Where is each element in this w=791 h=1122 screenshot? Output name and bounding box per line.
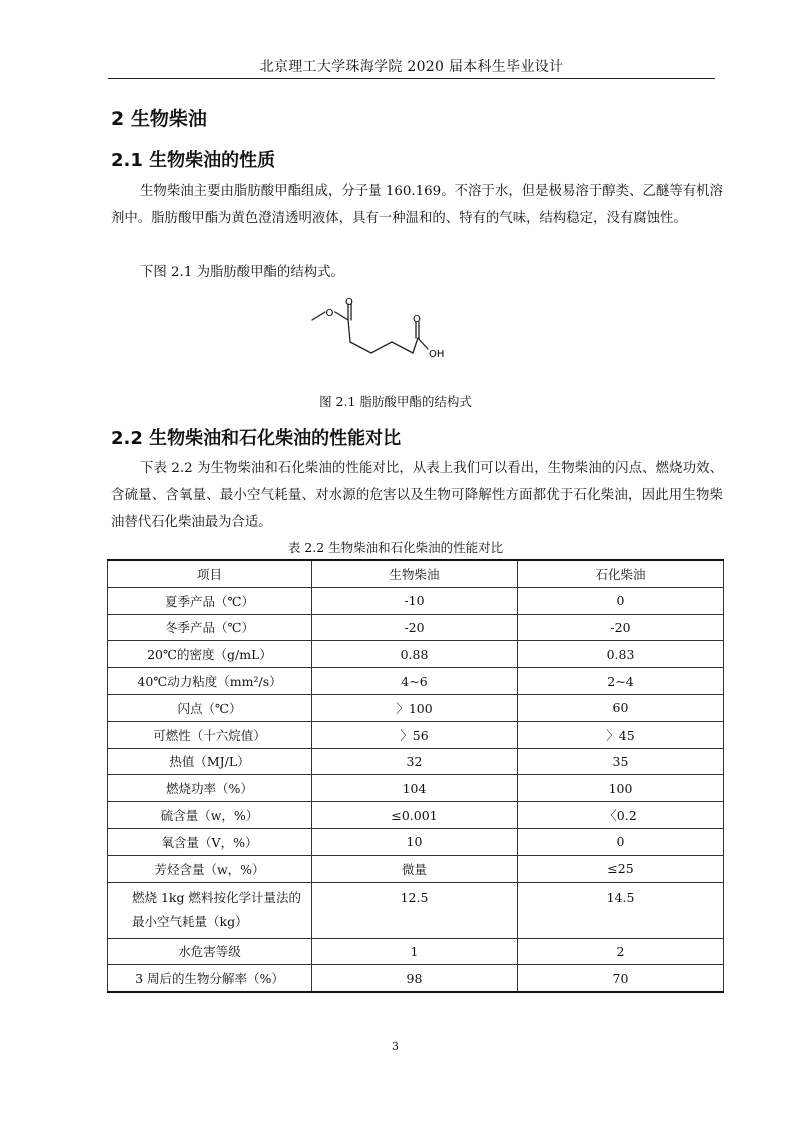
- paragraph-comparison: 下表 2.2 为生物柴油和石化柴油的性能对比，从表上我们可以看出，生物柴油的闪点、燃烧功效、含硫量、含氧量、最小空气耗量、对水源的危害以及生物可降解性方面都优于石化柴油，因此用生物柴油替代石化柴油最为合适。: [111, 461, 723, 530]
- table-row: [108, 641, 724, 668]
- table-cell: 3 周后的生物分解率（%）: [108, 965, 312, 992]
- table-row: [108, 965, 724, 992]
- table-cell: 〉45: [518, 721, 724, 748]
- table-cell: 夏季产品（℃）: [108, 587, 312, 614]
- table-cell: 14.5: [518, 882, 724, 938]
- table-row: [108, 587, 724, 614]
- bond-chain-3: [371, 342, 392, 353]
- table-cell: 98: [312, 965, 518, 992]
- table-cell: 20℃的密度（g/mL）: [108, 641, 312, 668]
- header-rule: [108, 78, 715, 79]
- table-cell: -20: [312, 614, 518, 641]
- table-cell: 2~4: [518, 668, 724, 695]
- table-row: [108, 775, 724, 802]
- table-cell: 0: [518, 587, 724, 614]
- table-cell: -10: [312, 587, 518, 614]
- bond-methyl: [312, 312, 325, 320]
- paragraph-figure-intro: 下图 2.1 为脂肪酸甲酯的结构式。: [140, 265, 344, 280]
- table-cell: 104: [312, 775, 518, 802]
- table-cell: 10: [312, 828, 518, 855]
- table-row: [108, 614, 724, 641]
- table-cell: 水危害等级: [108, 938, 312, 965]
- table-row: [108, 828, 724, 855]
- carbonyl-oxygen-label: O: [345, 298, 353, 308]
- bond-chain-4: [392, 342, 413, 353]
- table-cell: 40℃动力粘度（mm²/s）: [108, 668, 312, 695]
- bond-chain-5: [413, 338, 418, 353]
- table-row: [108, 694, 724, 721]
- page-number: 3: [392, 1040, 399, 1053]
- header-cell: 生物柴油: [312, 560, 518, 587]
- bond-chain-1: [348, 320, 350, 342]
- table-cell: 闪点（℃）: [108, 694, 312, 721]
- table-cell: -20: [518, 614, 724, 641]
- table-row: [108, 802, 724, 829]
- table-cell: 2: [518, 938, 724, 965]
- table-cell: 燃烧 1kg 燃料按化学计量法的最小空气耗量（kg）: [108, 882, 312, 938]
- table-cell: 35: [518, 748, 724, 775]
- table-cell: ≤25: [518, 855, 724, 882]
- table-cell: 0: [518, 828, 724, 855]
- figure-caption: 图 2.1 脂肪酸甲酯的结构式: [319, 394, 472, 409]
- table-cell: 可燃性（十六烷值）: [108, 721, 312, 748]
- table-cell: 4~6: [312, 668, 518, 695]
- comparison-table: [107, 559, 724, 993]
- bond-chain-2: [350, 342, 371, 353]
- table-cell: 冬季产品（℃）: [108, 614, 312, 641]
- table-header-row: [108, 560, 724, 587]
- table-cell: 芳烃含量（w，%）: [108, 855, 312, 882]
- table-cell: 热值（MJ/L）: [108, 748, 312, 775]
- ester-oxygen-label: O: [325, 308, 334, 319]
- table-row: [108, 748, 724, 775]
- table-cell: 70: [518, 965, 724, 992]
- header-cell: 石化柴油: [518, 560, 724, 587]
- table-cell: 氧含量（V，%）: [108, 828, 312, 855]
- structural-formula-figure: [308, 298, 456, 362]
- table-cell: ≤0.001: [312, 802, 518, 829]
- table-cell: 0.88: [312, 641, 518, 668]
- table-cell: 100: [518, 775, 724, 802]
- table-cell: 微量: [312, 855, 518, 882]
- table-cell: 〈0.2: [518, 802, 724, 829]
- paragraph-properties: 生物柴油主要由脂肪酸甲酯组成，分子量 160.169。不溶于水，但是极易溶于醇类、乙醚等有机溶剂中。脂肪酸甲酯为黄色澄清透明液体，具有一种温和的、特有的气味，结构稳定，没有腐蚀性。: [111, 184, 723, 226]
- table-caption: 表 2.2 生物柴油和石化柴油的性能对比: [287, 540, 504, 555]
- table-row: [108, 668, 724, 695]
- table-row: [108, 882, 724, 938]
- section-title-2-2: 2.2 生物柴油和石化柴油的性能对比: [111, 428, 402, 449]
- header-cell: 项目: [108, 560, 312, 587]
- table-row: [108, 855, 724, 882]
- table-cell: 〉56: [312, 721, 518, 748]
- table-cell: 1: [312, 938, 518, 965]
- table-cell: 〉100: [312, 694, 518, 721]
- section-title-2-1: 2.1 生物柴油的性质: [111, 150, 276, 171]
- table-cell: 0.83: [518, 641, 724, 668]
- page-header: 北京理工大学珠海学院 2020 届本科生毕业设计: [259, 59, 564, 75]
- hydroxyl-label: OH: [429, 349, 445, 360]
- chapter-title: 2 生物柴油: [111, 108, 207, 130]
- table-cell: 燃烧功率（%）: [108, 775, 312, 802]
- table-cell: 12.5: [312, 882, 518, 938]
- acid-carbonyl-oxygen-label: O: [413, 314, 421, 325]
- table-row: [108, 938, 724, 965]
- table-cell: 硫含量（w，%）: [108, 802, 312, 829]
- table-cell: 32: [312, 748, 518, 775]
- bond-c-oh: [418, 338, 428, 349]
- bond-o-c1: [335, 312, 348, 320]
- table-cell: 60: [518, 694, 724, 721]
- table-row: [108, 721, 724, 748]
